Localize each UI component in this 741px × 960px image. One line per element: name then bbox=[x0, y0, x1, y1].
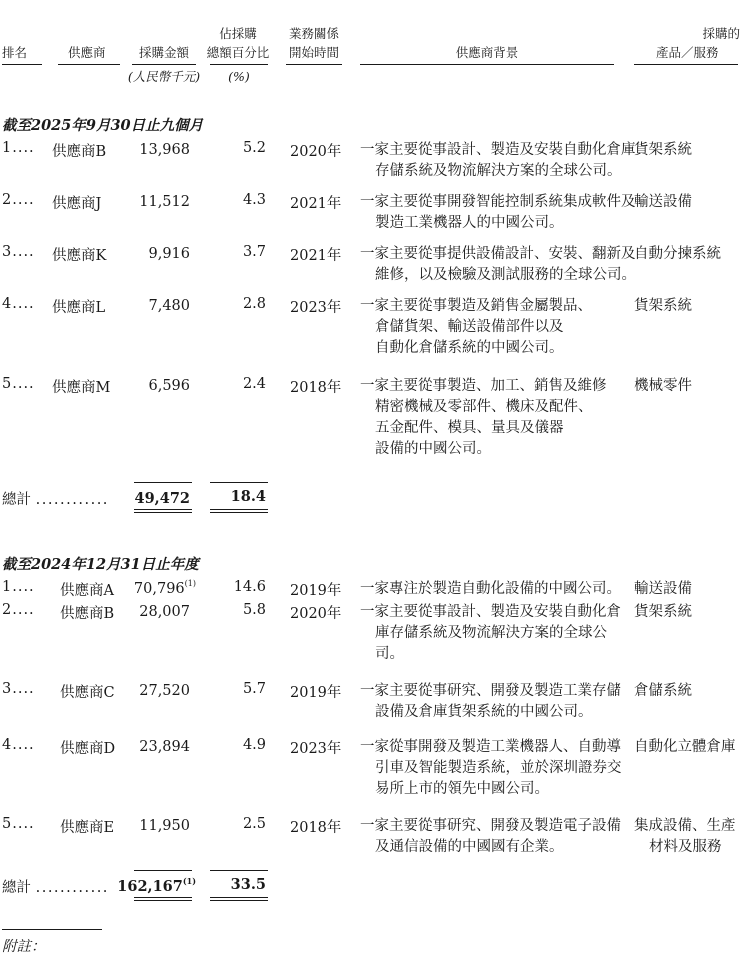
background-cell bbox=[360, 579, 621, 600]
year-cell: 2019年 bbox=[290, 583, 342, 599]
background-line: 一家主要從事設計、製造及安裝自動化倉 bbox=[360, 604, 621, 620]
year-cell: 2019年 bbox=[290, 685, 342, 701]
product-line: 貨架系統 bbox=[634, 604, 692, 620]
supplier-cell: 供應商E bbox=[60, 820, 115, 836]
section2-total-pct: 33.5 bbox=[230, 876, 266, 893]
header-pct-line2: 總額百分比 bbox=[206, 45, 270, 60]
background-line: 一家專注於製造自動化設備的中國公司。 bbox=[360, 581, 621, 597]
supplier-cell: 供應商C bbox=[60, 685, 115, 701]
pct-cell: 5.2 bbox=[242, 140, 266, 156]
background-line: 庫存儲系統及物流解決方案的全球公 bbox=[375, 625, 607, 641]
product-cell bbox=[634, 602, 692, 623]
total-leader: ............ bbox=[35, 880, 109, 896]
section1-total-amount: 49,472 bbox=[134, 490, 190, 507]
rank-cell: 1.... bbox=[2, 140, 35, 156]
background-line: 一家主要從事製造、加工、銷售及維修 bbox=[360, 378, 607, 394]
amount-cell: 11,512 bbox=[139, 194, 190, 210]
background-line: 維修，以及檢驗及測試服務的全球公司。 bbox=[375, 267, 636, 283]
header-amount-unit: (人民幣千元) bbox=[127, 69, 201, 84]
product-cell bbox=[634, 579, 692, 600]
header-background-underline bbox=[360, 64, 614, 65]
supplier-cell: 供應商B bbox=[52, 144, 107, 160]
background-cell bbox=[360, 376, 607, 460]
amount-cell: 9,916 bbox=[148, 246, 190, 262]
total-label: 總計 bbox=[2, 880, 31, 896]
section2-title: 截至2024年12月31日止年度 bbox=[2, 556, 199, 573]
year-cell: 2021年 bbox=[290, 196, 342, 212]
product-line: 機械零件 bbox=[634, 378, 692, 394]
background-line: 設備的中國公司。 bbox=[375, 441, 491, 457]
header-pct-unit: (%) bbox=[228, 69, 250, 84]
background-line: 及通信設備的中國國有企業。 bbox=[375, 839, 564, 855]
section2-total-amount-topline bbox=[134, 870, 192, 871]
pct-cell: 2.8 bbox=[242, 296, 266, 312]
background-cell bbox=[360, 244, 636, 286]
pct-cell: 14.6 bbox=[233, 579, 266, 595]
supplier-cell: 供應商K bbox=[52, 248, 107, 264]
year-cell: 2023年 bbox=[290, 300, 342, 316]
header-amount-underline bbox=[132, 64, 196, 65]
product-line: 倉儲系統 bbox=[634, 683, 692, 699]
product-cell bbox=[634, 816, 736, 858]
year-cell: 2018年 bbox=[290, 380, 342, 396]
product-cell bbox=[634, 737, 736, 758]
rank-cell: 4.... bbox=[2, 737, 35, 753]
section1-total-amount-topline bbox=[134, 482, 192, 483]
background-line: 一家主要從事研究、開發及製造工業存儲 bbox=[360, 683, 621, 699]
section2-total-pct-topline bbox=[210, 870, 268, 871]
header-amount: 採購金額 bbox=[138, 45, 189, 60]
background-line: 一家主要從事提供設備設計、安裝、翻新及 bbox=[360, 246, 636, 262]
year-cell: 2021年 bbox=[290, 248, 342, 264]
header-start-line1: 業務關係 bbox=[288, 26, 339, 41]
background-line: 一家從事開發及製造工業機器人、自動導 bbox=[360, 739, 621, 755]
background-cell bbox=[360, 140, 636, 182]
product-line: 集成設備、生產 bbox=[634, 818, 736, 834]
product-line: 貨架系統 bbox=[634, 142, 692, 158]
background-line: 一家主要從事研究、開發及製造電子設備 bbox=[360, 818, 621, 834]
total-label: 總計 bbox=[2, 492, 31, 508]
year-cell: 2020年 bbox=[290, 144, 342, 160]
header-product-underline bbox=[634, 64, 738, 65]
background-line: 易所上市的領先中國公司。 bbox=[375, 781, 549, 797]
product-line: 輸送設備 bbox=[634, 194, 692, 210]
background-line: 自動化倉儲系統的中國公司。 bbox=[375, 340, 564, 356]
pct-cell: 4.9 bbox=[242, 737, 266, 753]
amount-cell: 7,480 bbox=[148, 298, 190, 314]
background-line: 五金配件、模具、量具及儀器 bbox=[375, 420, 564, 436]
amount-cell: 23,894 bbox=[139, 739, 190, 755]
pct-cell: 4.3 bbox=[242, 192, 266, 208]
pct-cell: 5.8 bbox=[242, 602, 266, 618]
header-pct-underline bbox=[210, 64, 268, 65]
section2-total-pct-doubleline bbox=[210, 897, 268, 901]
background-line: 一家主要從事開發智能控制系統集成軟件及 bbox=[360, 194, 636, 210]
supplier-cell: 供應商M bbox=[52, 380, 111, 396]
section1-total-label bbox=[2, 488, 109, 509]
background-line: 引車及智能製造系統，並於深圳證券交 bbox=[375, 760, 622, 776]
amount-cell: 11,950 bbox=[139, 818, 190, 834]
pct-cell: 3.7 bbox=[242, 244, 266, 260]
header-product-line1: 採購的 bbox=[702, 26, 740, 41]
background-cell bbox=[360, 816, 621, 858]
rank-cell: 3.... bbox=[2, 244, 35, 260]
section1-total-pct: 18.4 bbox=[230, 488, 266, 505]
pct-cell: 5.7 bbox=[242, 681, 266, 697]
rank-cell: 5.... bbox=[2, 816, 35, 832]
footnote-label: 附註： bbox=[2, 939, 46, 955]
product-line: 貨架系統 bbox=[634, 298, 692, 314]
background-line: 精密機械及零部件、機床及配件、 bbox=[375, 399, 593, 415]
rank-cell: 1.... bbox=[2, 579, 35, 595]
amount-cell: 28,007 bbox=[139, 604, 190, 620]
background-line: 存儲系統及物流解決方案的全球公司。 bbox=[375, 163, 622, 179]
background-line: 一家主要從事設計、製造及安裝自動化倉庫 bbox=[360, 142, 636, 158]
pct-cell: 2.5 bbox=[242, 816, 266, 832]
rank-cell: 2.... bbox=[2, 192, 35, 208]
product-line: 自動分揀系統 bbox=[634, 246, 721, 262]
background-cell bbox=[360, 602, 621, 665]
supplier-cell: 供應商J bbox=[52, 196, 102, 212]
rank-cell: 3.... bbox=[2, 681, 35, 697]
rank-cell: 2.... bbox=[2, 602, 35, 618]
supplier-cell: 供應商L bbox=[52, 300, 106, 316]
product-line: 材料及服務 bbox=[649, 839, 722, 855]
section2-total-amount-doubleline bbox=[134, 897, 192, 901]
amount-cell: 27,520 bbox=[139, 683, 190, 699]
background-line: 製造工業機器人的中國公司。 bbox=[375, 215, 564, 231]
header-start-line2: 開始時間 bbox=[288, 45, 339, 60]
product-cell bbox=[634, 192, 692, 213]
header-background: 供應商背景 bbox=[455, 45, 519, 60]
section1-total-pct-topline bbox=[210, 482, 268, 483]
section2-total-label bbox=[2, 876, 109, 897]
background-line: 設備及倉庫貨架系統的中國公司。 bbox=[375, 704, 593, 720]
year-cell: 2023年 bbox=[290, 741, 342, 757]
background-line: 司。 bbox=[375, 646, 404, 662]
supplier-cell: 供應商B bbox=[60, 606, 115, 622]
year-cell: 2020年 bbox=[290, 606, 342, 622]
header-rank-underline bbox=[2, 64, 42, 65]
section2-total-amount: 162,167$^{(1)}$ bbox=[117, 876, 196, 895]
product-cell bbox=[634, 244, 721, 265]
rank-cell: 5.... bbox=[2, 376, 35, 392]
section1-total-amount-doubleline bbox=[134, 509, 192, 513]
header-product-line2: 產品／服務 bbox=[656, 45, 719, 60]
supplier-cell: 供應商D bbox=[60, 741, 116, 757]
background-cell bbox=[360, 192, 636, 234]
footnote-rule bbox=[2, 929, 102, 930]
background-cell bbox=[360, 737, 622, 800]
header-pct-line1: 佔採購 bbox=[219, 26, 257, 41]
background-cell bbox=[360, 296, 592, 359]
amount-cell: 70,796$^{(1)}$ bbox=[133, 579, 196, 597]
header-start-underline bbox=[286, 64, 342, 65]
background-cell bbox=[360, 681, 621, 723]
pct-cell: 2.4 bbox=[242, 376, 266, 392]
year-cell: 2018年 bbox=[290, 820, 342, 836]
product-cell bbox=[634, 296, 692, 317]
product-cell bbox=[634, 140, 692, 161]
total-leader: ............ bbox=[35, 492, 109, 508]
background-line: 倉儲貨架、輸送設備部件以及 bbox=[375, 319, 564, 335]
rank-cell: 4.... bbox=[2, 296, 35, 312]
header-supplier-underline bbox=[58, 64, 120, 65]
product-cell bbox=[634, 376, 692, 397]
header-rank: 排名 bbox=[2, 45, 28, 60]
amount-cell: 13,968 bbox=[139, 142, 190, 158]
background-line: 一家主要從事製造及銷售金屬製品、 bbox=[360, 298, 592, 314]
section1-title: 截至2025年9月30日止九個月 bbox=[2, 117, 204, 134]
product-line: 自動化立體倉庫 bbox=[634, 739, 736, 755]
product-cell bbox=[634, 681, 692, 702]
product-line: 輸送設備 bbox=[634, 581, 692, 597]
supplier-cell: 供應商A bbox=[60, 583, 114, 599]
section1-total-pct-doubleline bbox=[210, 509, 268, 513]
header-supplier: 供應商 bbox=[68, 45, 106, 60]
amount-cell: 6,596 bbox=[148, 378, 190, 394]
